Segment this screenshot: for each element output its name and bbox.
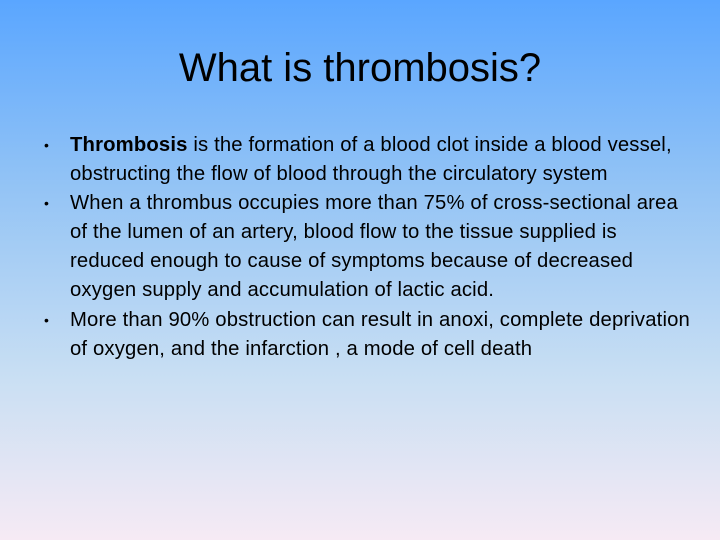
bullet-keyword: Thrombosis [70,134,188,156]
bullet-icon: • [44,311,50,328]
slide-title: What is thrombosis? [178,46,542,90]
bullet-item-thrombosis-definition [44,131,692,189]
bullet-icon: • [44,195,50,212]
bullet-item-obstruction-result [44,306,692,364]
bullet-text: is the formation of a blood clot inside a blood vessel, obstructing the flow of blood through the circulatory system [70,134,672,186]
bullet-item-thrombus-occupancy [44,189,692,305]
bullet-text: More than 90% obstruction can result in anoxi, complete deprivation of oxygen, and the infarction , a mode of cell death [70,308,690,360]
bullet-icon: • [44,137,50,153]
bullet-list [44,131,692,364]
bullet-text: When a thrombus occupies more than 75% of cross-sectional area of the lumen of an artery, blood flow to the tissue supplied is reduced enough to cause of symptoms because of decreased oxygen supply and accumulation of lactic acid. [70,192,678,302]
